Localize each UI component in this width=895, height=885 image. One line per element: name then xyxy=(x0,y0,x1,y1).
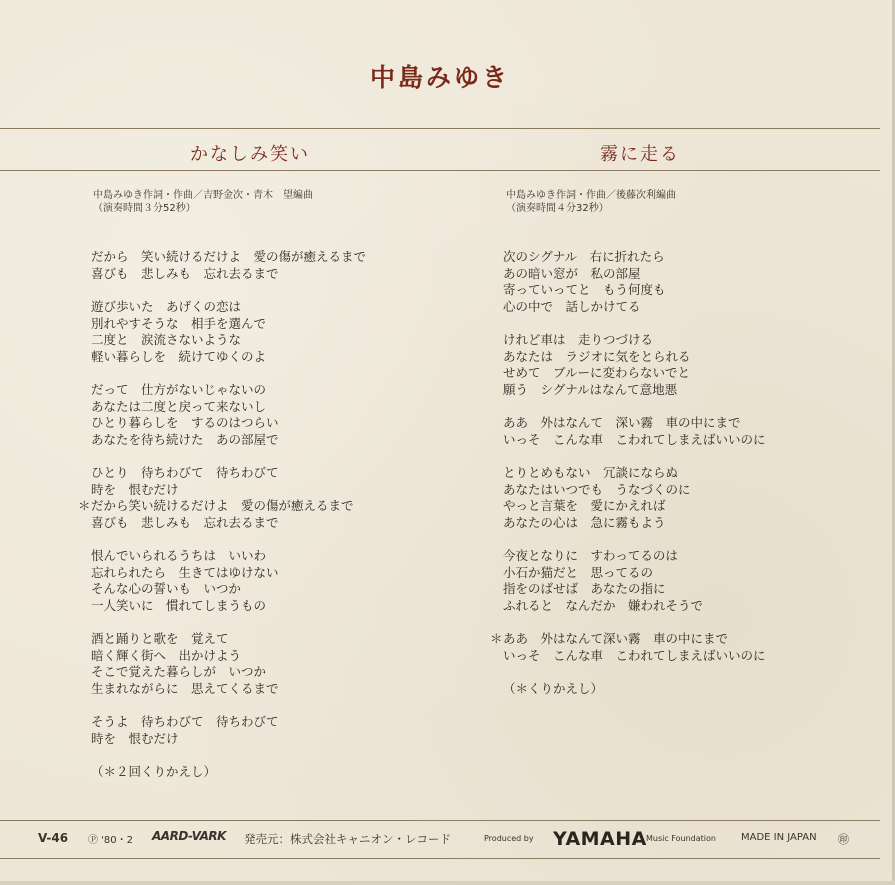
lyric-line: だって 仕方がないじゃないの xyxy=(91,382,267,397)
left-lyrics xyxy=(78,249,367,798)
artist-name: 中島みゆき xyxy=(369,63,510,92)
left-stanza-repeat-note xyxy=(91,764,366,781)
footer xyxy=(0,826,880,856)
lyric-line: 寄っていってと もう何度も xyxy=(503,282,666,297)
left-stanza-7 xyxy=(91,714,366,747)
lyric-line: 酒と踊りと歌を 覚えて xyxy=(91,631,229,646)
lyric-line: とりとめもない 冗談にならぬ xyxy=(503,465,679,480)
lyric-line: あなたは二度と戻って来ないし xyxy=(91,398,267,414)
lyric-line: 生まれながらに 思えてくるまで xyxy=(91,680,279,696)
lyric-line: 二度と 涙流さないような xyxy=(91,332,242,347)
repeat-note: （＊くりかえし） xyxy=(503,681,604,696)
right-stanza-repeat-note xyxy=(503,681,766,698)
lyric-line: 小石か猫だと 思ってるの xyxy=(503,564,654,580)
music-foundation-text: Music Foundation xyxy=(646,834,716,843)
left-credits xyxy=(93,189,313,215)
lyric-line: ひとり暮らしを するのはつらい xyxy=(91,415,279,430)
right-stanza-3 xyxy=(503,415,766,448)
lyric-line: けれど車は 走りつづける xyxy=(503,332,654,347)
lyric-line: 暗く輝く街へ 出かけよう xyxy=(91,647,242,663)
left-stanza-3 xyxy=(91,382,366,448)
right-credit-line1: 中島みゆき作詞・作曲／後藤次利編曲 xyxy=(506,190,676,201)
yamaha-logo: YAMAHA xyxy=(553,828,647,850)
lyric-line: だから 笑い続けるだけよ 愛の傷が癒えるまで xyxy=(91,249,367,264)
lyric-line: 恨んでいられるうちは いいわ xyxy=(91,548,267,563)
lyric-line: そこで覚えた暮らしが いつか xyxy=(91,664,267,679)
phonogram-date: Ⓟ '80・2 xyxy=(88,835,134,846)
right-lyrics xyxy=(490,249,766,715)
lyric-line: あなたはいつでも うなづくのに xyxy=(503,481,691,497)
lyric-line: いっそ こんな車 こわれてしまえばいいのに xyxy=(503,647,766,663)
left-stanza-2 xyxy=(91,299,366,365)
divider-footer-top xyxy=(0,820,880,821)
label-logo: AARD-VARK xyxy=(152,829,226,843)
lyric-line: 一人笑いに 慣れてしまうもの xyxy=(91,597,267,613)
lyric-line-starred xyxy=(78,498,366,515)
lyric-line: 次のシグナル 右に折れたら xyxy=(503,249,665,264)
right-stanza-6 xyxy=(490,631,766,664)
left-stanza-4 xyxy=(78,465,366,531)
seller-text: 発売元：株式会社キャニオン・レコード xyxy=(244,832,451,846)
lyric-line: あなたの心は 急に霧もよう xyxy=(503,514,666,530)
lyric-line: 指をのばせば あなたの指に xyxy=(503,581,666,596)
lyric-line: 遊び歩いた あげくの恋は xyxy=(91,299,242,314)
lyric-line: そんな心の誓いも いつか xyxy=(91,581,242,596)
lyric-line: 時を 恨むだけ xyxy=(91,730,179,746)
lyric-line: 願う シグナルはなんて意地悪 xyxy=(503,381,678,397)
produced-by-text: Produced by xyxy=(484,834,534,843)
right-song-title: 霧に走る xyxy=(600,144,680,165)
lyric-line: あなたは ラジオに気をとられる xyxy=(503,348,691,364)
lyric-text: ああ 外はなんて深い霧 車の中にまで xyxy=(503,631,729,646)
left-credit-line1: 中島みゆき作詞・作曲／吉野金次・青木 望編曲 xyxy=(93,190,313,201)
lyric-line: せめて ブルーに変わらないでと xyxy=(503,365,691,380)
left-song-title: かなしみ笑い xyxy=(190,144,310,165)
right-stanza-1 xyxy=(503,249,766,315)
lyric-line: 別れやすそうな 相手を選んで xyxy=(91,315,267,331)
made-in-japan-mark: ㊞ xyxy=(838,833,849,846)
made-in-japan-text: MADE IN JAPAN xyxy=(741,832,817,843)
left-credit-line2: （演奏時間３分52秒） xyxy=(93,203,196,214)
lyric-line: ひとり 待ちわびて 待ちわびて xyxy=(91,465,279,480)
left-stanza-5 xyxy=(91,548,366,614)
lyric-line: そうよ 待ちわびて 待ちわびて xyxy=(91,714,279,729)
lyric-line: 心の中で 話しかけてる xyxy=(503,298,641,314)
lyric-line: 忘れられたら 生きてはゆけない xyxy=(91,564,279,580)
lyric-line: 喜びも 悲しみも 忘れ去るまで xyxy=(91,265,279,281)
lyric-line: 今夜となりに すわってるのは xyxy=(503,548,678,563)
lyric-line: ああ 外はなんて 深い霧 車の中にまで xyxy=(503,415,741,430)
right-stanza-2 xyxy=(503,332,766,398)
repeat-star-mark: ＊ xyxy=(490,631,503,646)
lyric-line: あの暗い窓が 私の部屋 xyxy=(503,265,641,281)
lyric-line: いっそ こんな車 こわれてしまえばいいのに xyxy=(503,431,766,447)
lyric-line: 時を 恨むだけ xyxy=(91,481,179,497)
sleeve-edge-bottom xyxy=(0,881,895,885)
right-credit-line2: （演奏時間４分32秒） xyxy=(506,203,609,214)
divider-titles xyxy=(0,170,880,171)
repeat-star-mark: ＊ xyxy=(78,498,91,513)
left-stanza-1 xyxy=(91,249,366,282)
lyric-line: あなたを待ち続けた あの部屋で xyxy=(91,431,279,447)
divider-footer-bottom xyxy=(0,858,880,859)
lyric-text: だから笑い続けるだけよ 愛の傷が癒えるまで xyxy=(91,498,354,513)
right-stanza-5 xyxy=(503,548,766,614)
lyric-line: ふれると なんだか 嫌われそうで xyxy=(503,597,704,613)
right-stanza-4 xyxy=(503,465,766,531)
catalog-number: V-46 xyxy=(38,831,69,845)
repeat-note: （＊２回くりかえし） xyxy=(91,764,217,779)
lyric-line: やっと言葉を 愛にかえれば xyxy=(503,498,666,513)
right-credits xyxy=(506,189,676,215)
lyric-line: 喜びも 悲しみも 忘れ去るまで xyxy=(91,514,279,530)
lyric-line-starred xyxy=(490,631,766,648)
divider-top xyxy=(0,128,880,129)
lyric-line: 軽い暮らしを 続けてゆくのよ xyxy=(91,348,267,364)
left-stanza-6 xyxy=(91,631,366,697)
